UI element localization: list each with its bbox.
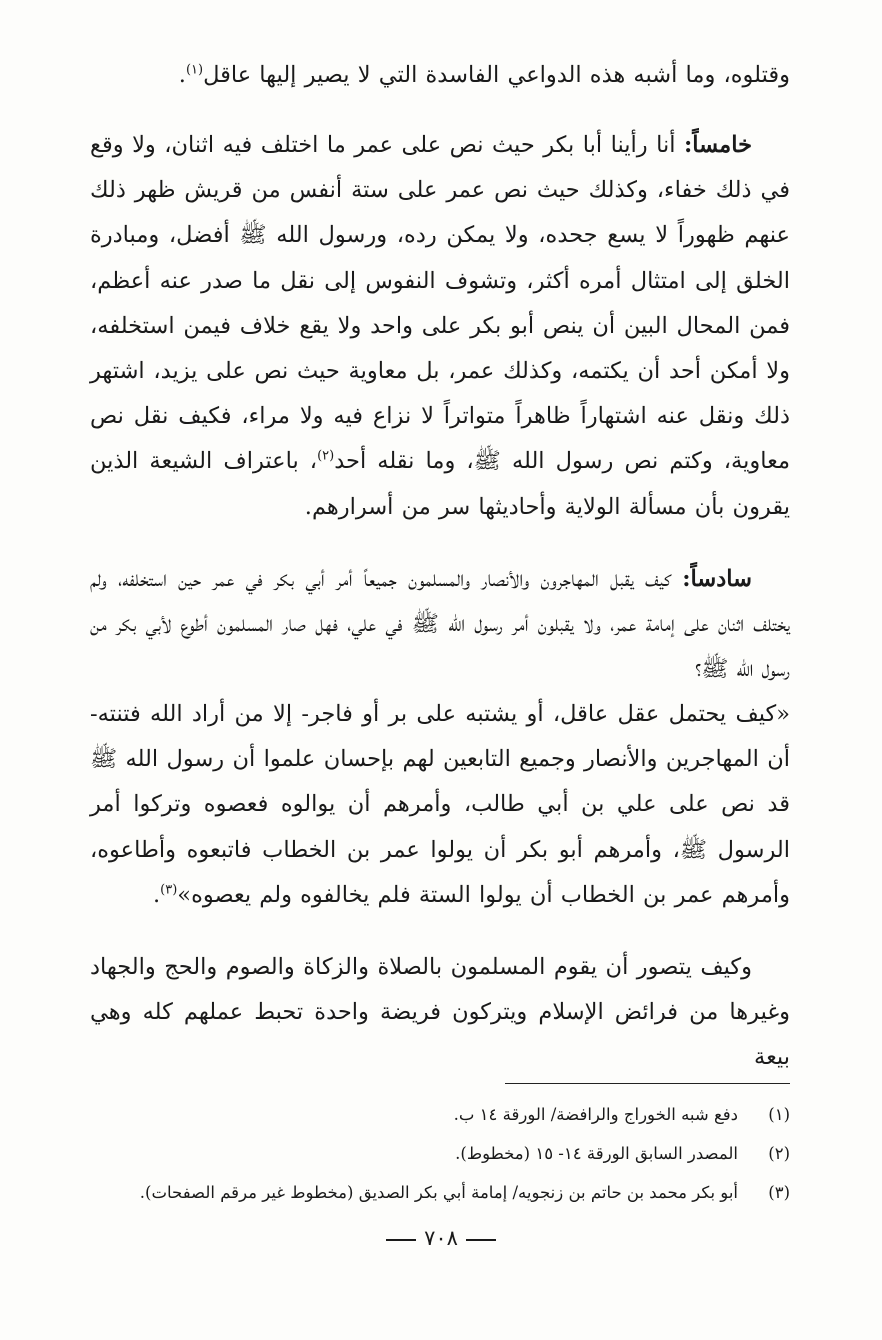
paragraph-3-text: كيف يقبل المهاجرون والأنصار والمسلمون جميعاً أمر أبي بكر في عمر حين استخلفه، ولم يختلف اثنان على إمامة عمر، ولا يقبلون أمر رسول الله ﷺ في علي، فهل صار المسلمون أطوع لأبي بكر من رسول الله ﷺ؟: [90, 566, 790, 683]
page-number: [0, 1226, 882, 1250]
paragraph-2-tail: ، باعتراف الشيعة الذين يقرون بأن مسألة الولاية وأحاديثها سر من أسرارهم.: [90, 448, 790, 520]
footnote-marker-3: (٣): [160, 882, 178, 898]
paragraph-2: [90, 123, 790, 530]
page-number-dash-right: [466, 1239, 496, 1241]
footnotes: [90, 1095, 790, 1212]
paragraph-1-tail: .: [178, 62, 186, 88]
footnote-marker-1: (١): [185, 62, 204, 78]
paragraph-4-quote: [90, 692, 790, 918]
paragraph-5: [90, 945, 790, 1081]
footnote-2-number: (٢): [768, 1144, 790, 1163]
page-number-value: ٧٠٨: [424, 1226, 458, 1250]
footnote-1: [90, 1095, 790, 1134]
page-number-dash-left: [386, 1239, 416, 1241]
footnote-1-number: (١): [768, 1105, 790, 1124]
paragraph-3-lead: سادساً:: [682, 566, 752, 592]
paragraph-4-text: «كيف يحتمل عقل عاقل، أو يشتبه على بر أو فاجر- إلا من أراد الله فتنته- أن المهاجرين والأنصار وجميع التابعين لهم بإحسان علموا أن رسول الله ﷺ قد نص على علي بن أبي طالب، وأمرهم أن يوالوه فعصوه وتركوا أمر الرسول ﷺ، وأمرهم أبو بكر أن يولوا عمر بن الخطاب فاتبعوه وأطاعوه، وأمرهم عمر بن الخطاب أن يولوا الستة فلم يخالفوه ولم يعصوه»: [90, 701, 790, 908]
footnote-3-text: أبو بكر محمد بن حاتم بن زنجويه/ إمامة أبي بكر الصديق (مخطوط غير مرقم الصفحات).: [139, 1183, 738, 1202]
footnote-2: [90, 1134, 790, 1173]
paragraph-2-text: أنا رأينا أبا بكر حيث نص على عمر ما اختلف فيه اثنان، ولا وقع في ذلك خفاء، وكذلك حيث نص عمر على ستة أنفس من قريش ظهر ذلك عنهم ظهوراً لا يسع جحده، ولا يمكن رده، ورسول الله ﷺ أفضل، ومبادرة الخلق إلى امتثال أمره أكثر، وتشوف النفوس إلى نقل ما صدر عنه أعظم، فمن المحال البين أن ينص أبو بكر على واحد ولا يقع خلاف فيمن استخلفه، ولا أمكن أحد أن يكتمه، وكذلك عمر، بل معاوية حيث نص على يزيد، اشتهر ذلك ونقل عنه اشتهاراً ظاهراً متواتراً لا نزاع فيه ولا مراء، فكيف نقل نص معاوية، وكتم نص رسول الله ﷺ، وما نقله أحد: [90, 132, 791, 475]
paragraph-1-text: وقتلوه، وما أشبه هذه الدواعي الفاسدة التي لا يصير إليها عاقل: [203, 62, 790, 88]
footnote-3: [90, 1173, 790, 1212]
footnote-marker-2: (٢): [317, 448, 335, 464]
paragraph-2-lead: خامساً:: [683, 132, 752, 158]
footnote-separator: [505, 1083, 790, 1084]
footnote-1-text: دفع شبه الخوراج والرافضة/ الورقة ١٤ ب.: [453, 1105, 738, 1124]
paragraph-1: [90, 53, 790, 98]
footnote-3-number: (٣): [768, 1183, 790, 1202]
footnote-2-text: المصدر السابق الورقة ١٤- ١٥ (مخطوط).: [455, 1144, 738, 1163]
paragraph-5-text: وكيف يتصور أن يقوم المسلمون بالصلاة والزكاة والصوم والحج والجهاد وغيرها من فرائض الإسلام ويتركون فريضة واحدة تحبط عملهم كله وهي بيعة: [90, 954, 790, 1071]
paragraph-4-tail: .: [153, 881, 161, 908]
paragraph-3: [90, 557, 790, 693]
